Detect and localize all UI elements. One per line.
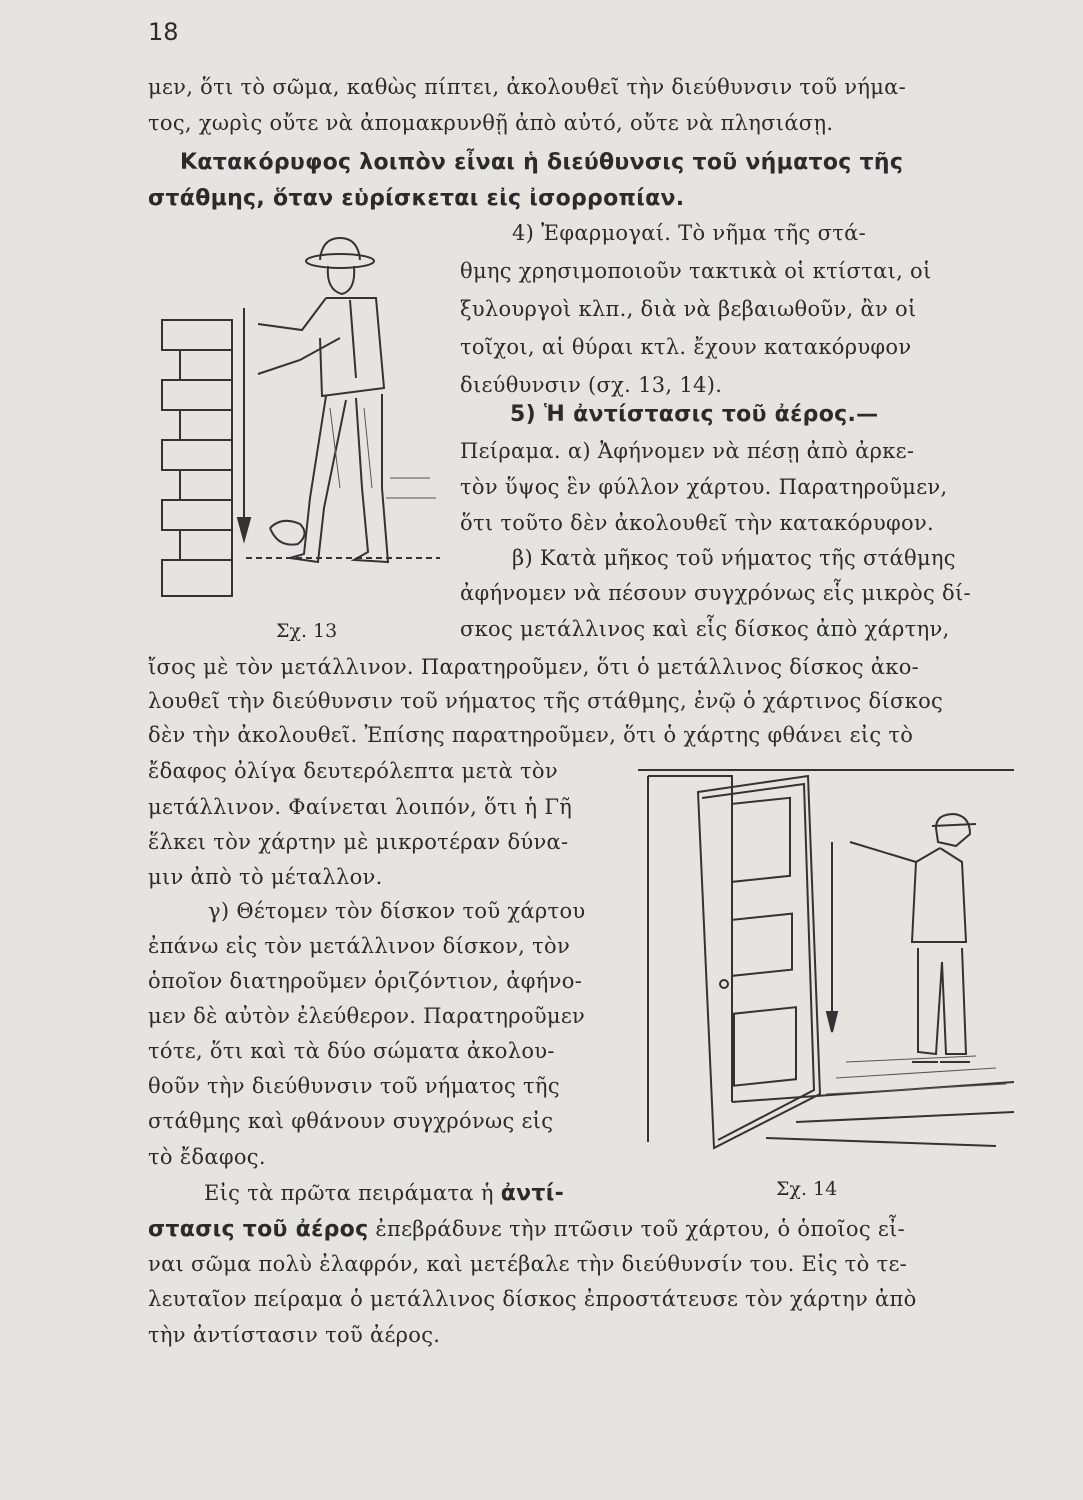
body-line: τὸ ἔδαφος. [148, 1145, 266, 1169]
section-4-line: διεύθυνσιν (σχ. 13, 14). [460, 373, 723, 397]
body-line: λουθεῖ τὴν διεύθυνσιν τοῦ νήματος τῆς στάθμης, ἐνῷ ὁ χάρτινος δίσκος [148, 689, 944, 713]
body-text: Εἰς τὰ πρῶτα πειράματα ἡ [204, 1181, 494, 1205]
body-line: στάθμης καὶ φθάνουν συγχρόνως εἰς [148, 1109, 554, 1133]
body-text: ἐπεβράδυνε τὴν πτῶσιν τοῦ χάρτου, ὁ ὁποῖος εἶ- [375, 1217, 906, 1241]
body-line: μεν δὲ αὐτὸν ἐλεύθερον. Παρατηροῦμεν [148, 1004, 586, 1028]
bold-rule-line: στάθμης, ὅταν εὑρίσκεται εἰς ἰσορροπίαν. [148, 186, 685, 211]
section-4-line: ξυλουργοὶ κλπ., διὰ νὰ βεβαιωθοῦν, ἂν οἱ [460, 297, 917, 321]
body-line: ἔδαφος ὀλίγα δευτερόλεπτα μετὰ τὸν [148, 759, 558, 783]
bold-rule-line: Κατακόρυφος λοιπὸν εἶναι ἡ διεύθυνσις τοῦ νήματος τῆς [180, 150, 904, 175]
body-line: τὴν ἀντίστασιν τοῦ ἀέρος. [148, 1323, 441, 1347]
section-5-line: ἀφήνομεν νὰ πέσουν συγχρόνως εἷς μικρὸς δί- [460, 581, 971, 605]
section-5-line: Πείραμα. α) Ἀφήνομεν νὰ πέσῃ ἀπὸ ἀρκε- [460, 439, 915, 463]
body-line: μεν, ὅτι τὸ σῶμα, καθὼς πίπτει, ἀκολουθεῖ τὴν διεύθυνσιν τοῦ νήμα- [148, 75, 907, 99]
section-5-heading: 5) Ἡ ἀντίστασις τοῦ ἀέρος.— [510, 402, 879, 427]
body-line [204, 1178, 564, 1209]
body-line: μετάλλινον. Φαίνεται λοιπόν, ὅτι ἡ Γῆ [148, 795, 573, 819]
body-line: μιν ἀπὸ τὸ μέταλλον. [148, 865, 383, 889]
figure-13-caption: Σχ. 13 [276, 620, 338, 642]
body-line: γ) Θέτομεν τὸν δίσκον τοῦ χάρτου [208, 899, 586, 923]
body-line: ἴσος μὲ τὸν μετάλλινον. Παρατηροῦμεν, ὅτι ὁ μετάλλινος δίσκος ἀκο- [148, 655, 920, 679]
body-line: ὁποῖον διατηροῦμεν ὁριζόντιον, ἀφήνο- [148, 969, 583, 993]
body-line: λευταῖον πείραμα ὁ μετάλλινος δίσκος ἐπροστάτευσε τὸν χάρτην ἀπὸ [148, 1287, 917, 1311]
section-5-line: β) Κατὰ μῆκος τοῦ νήματος τῆς στάθμης [512, 546, 956, 570]
section-4-line: θμης χρησιμοποιοῦν τακτικὰ οἱ κτίσται, οἱ [460, 259, 932, 283]
section-4-line: 4) Ἐφαρμογαί. Τὸ νῆμα τῆς στά- [512, 221, 867, 245]
body-line [148, 1214, 905, 1245]
body-line: ἕλκει τὸν χάρτην μὲ μικροτέραν δύνα- [148, 830, 569, 854]
body-line: τος, χωρὶς οὔτε νὰ ἀπομακρυνθῇ ἀπὸ αὐτό, οὔτε νὰ πλησιάσῃ. [148, 111, 834, 135]
section-4-line: τοῖχοι, αἱ θύραι κτλ. ἔχουν κατακόρυφον [460, 335, 912, 359]
section-5-line: σκος μετάλλινος καὶ εἷς δίσκος ἀπὸ χάρτην, [460, 617, 950, 641]
body-line: ἐπάνω εἰς τὸν μετάλλινον δίσκον, τὸν [148, 934, 571, 958]
bold-term: ἀντί- [500, 1181, 565, 1206]
page-number: 18 [148, 18, 179, 46]
bold-term: στασις τοῦ ἀέρος [148, 1217, 369, 1242]
body-line: θοῦν τὴν διεύθυνσιν τοῦ νήματος τῆς [148, 1074, 560, 1098]
figure-14-door-plumb-line [636, 762, 1016, 1162]
body-line: δὲν τὴν ἀκολουθεῖ. Ἐπίσης παρατηροῦμεν, ὅτι ὁ χάρτης φθάνει εἰς τὸ [148, 723, 914, 747]
figure-13-mason-plumb-line [150, 228, 450, 623]
section-5-line: τὸν ὕψος ἓν φύλλον χάρτου. Παρατηροῦμεν, [460, 475, 948, 499]
figure-14-caption: Σχ. 14 [776, 1178, 838, 1200]
body-line: τότε, ὅτι καὶ τὰ δύο σώματα ἀκολου- [148, 1039, 555, 1063]
section-5-line: ὅτι τοῦτο δὲν ἀκολουθεῖ τὴν κατακόρυφον. [460, 511, 934, 535]
body-line: ναι σῶμα πολὺ ἐλαφρόν, καὶ μετέβαλε τὴν διεύθυνσίν του. Εἰς τὸ τε- [148, 1252, 908, 1276]
